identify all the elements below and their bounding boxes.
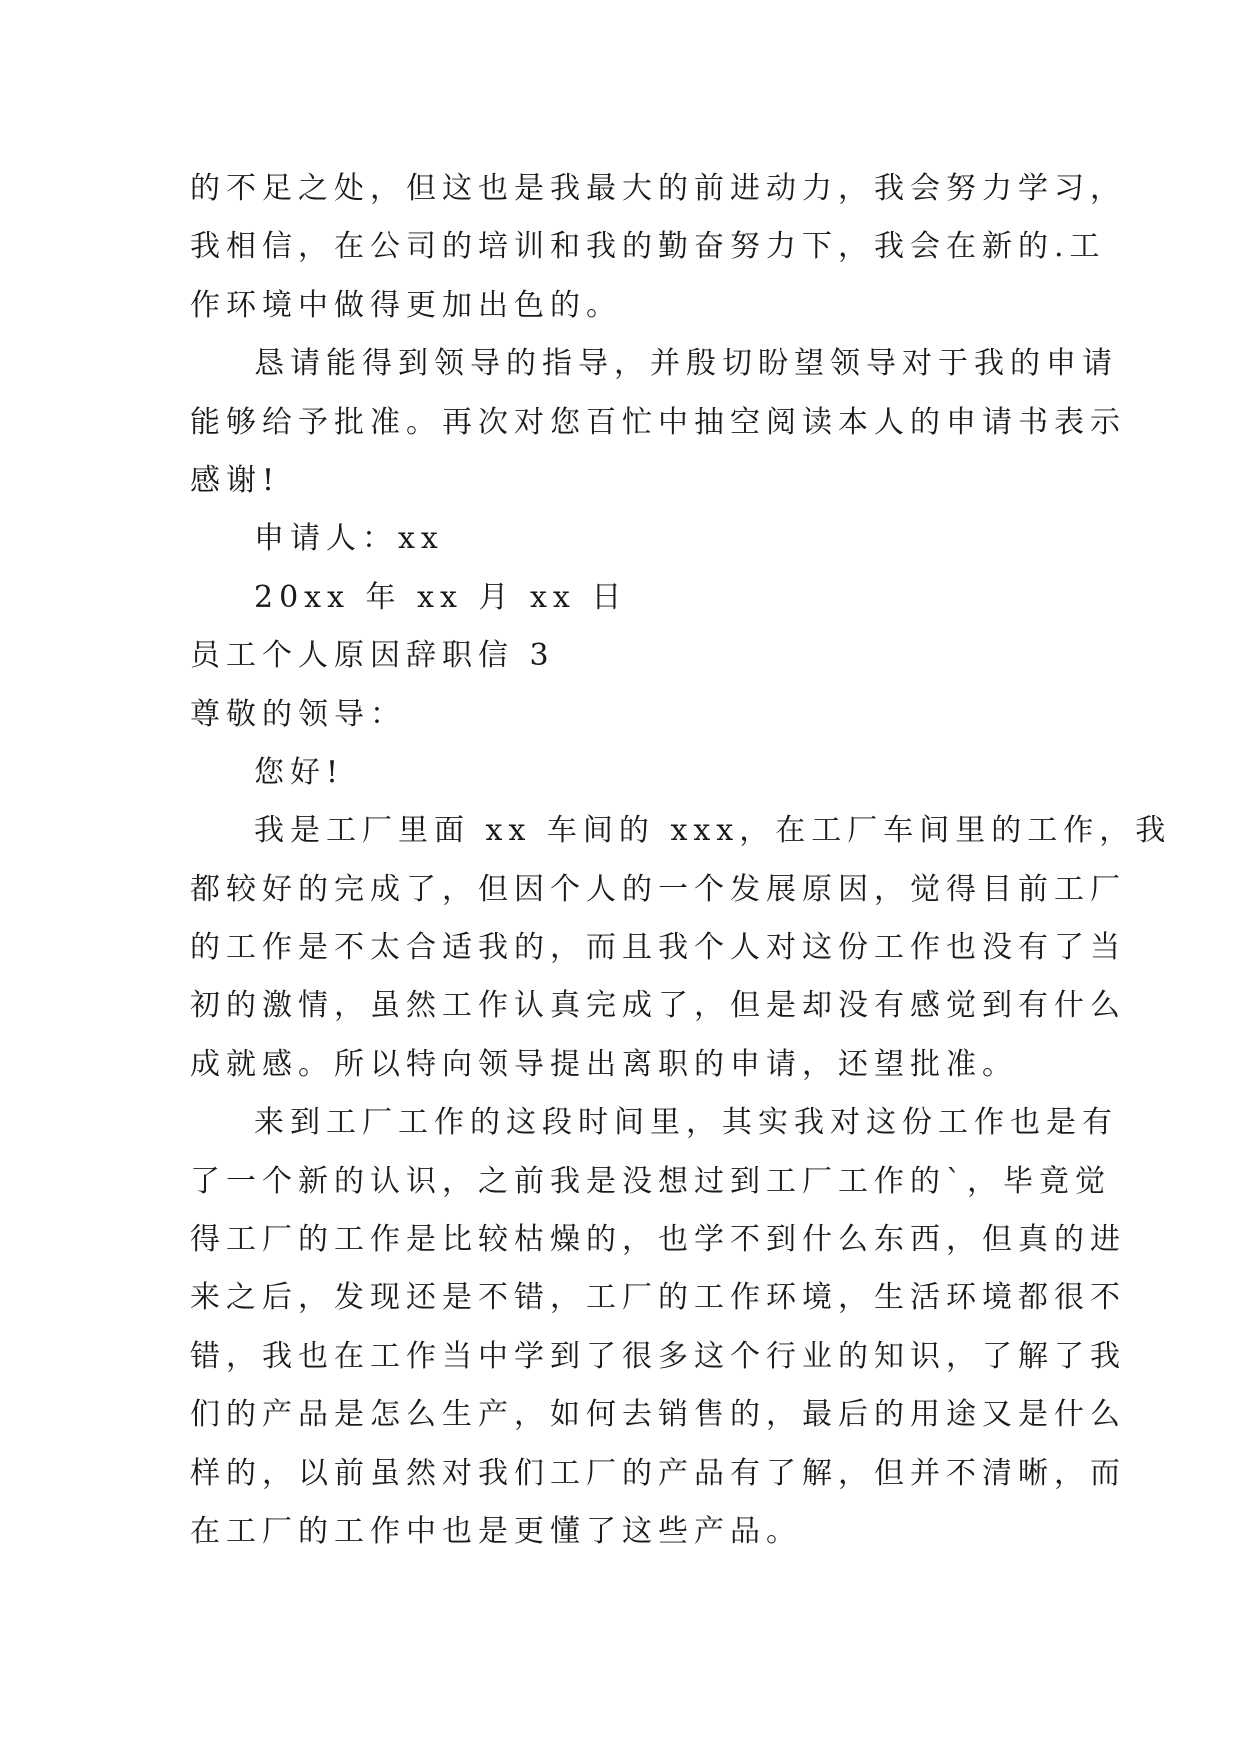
text-line: 们的产品是怎么生产，如何去销售的，最后的用途又是什么 [190,1397,1126,1433]
text-line: 都较好的完成了，但因个人的一个发展原因，觉得目前工厂 [190,871,1126,907]
text-line: 尊敬的领导： [190,696,406,732]
text-line: 初的激情，虽然工作认真完成了，但是却没有感觉到有什么 [190,988,1126,1024]
text-line: 来到工厂工作的这段时间里，其实我对这份工作也是有 [254,1105,1118,1141]
text-line: 感谢! [190,462,281,498]
text-line: 20xx 年 xx 月 xx 日 [254,579,628,615]
text-line: 来之后，发现还是不错，工厂的工作环境，生活环境都很不 [190,1280,1126,1316]
text-line: 得工厂的工作是比较枯燥的，也学不到什么东西，但真的进 [190,1222,1126,1258]
text-line: 员工个人原因辞职信 3 [190,638,555,674]
text-line: 我相信，在公司的培训和我的勤奋努力下，我会在新的.工 [190,229,1106,265]
text-line: 的不足之处，但这也是我最大的前进动力，我会努力学习， [190,171,1126,206]
text-line: 样的，以前虽然对我们工厂的产品有了解，但并不清晰，而 [190,1455,1126,1491]
text-line: 的工作是不太合适我的，而且我个人对这份工作也没有了当 [190,930,1126,966]
text-line: 您好! [254,754,345,790]
text-line: 申请人：xx [254,521,444,557]
text-line: 成就感。所以特向领导提出离职的申请，还望批准。 [190,1046,1018,1082]
text-line: 作环境中做得更加出色的。 [190,287,622,323]
text-line: 了一个新的认识，之前我是没想过到工厂工作的`，毕竟觉 [190,1163,1111,1199]
text-line: 恳请能得到领导的指导，并殷切盼望领导对于我的申请 [254,346,1118,382]
text-line: 在工厂的工作中也是更懂了这些产品。 [190,1513,802,1549]
document-body [190,160,1172,1561]
text-line: 能够给予批准。再次对您百忙中抽空阅读本人的申请书表示 [190,404,1126,440]
text-line: 错，我也在工作当中学到了很多这个行业的知识，了解了我 [190,1338,1126,1374]
text-line: 我是工厂里面 xx 车间的 xxx，在工厂车间里的工作，我 [254,813,1172,849]
